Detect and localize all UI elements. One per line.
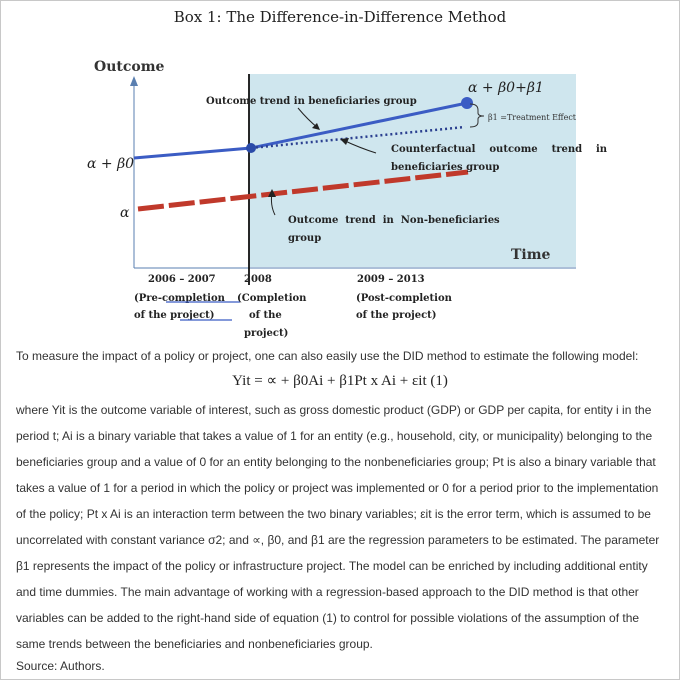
ann-counterfactual-2: beneficiaries group: [391, 162, 500, 173]
ann-counterfactual-1: Counterfactual outcome trend in: [391, 144, 608, 155]
intro-text: To measure the impact of a policy or project, one can also easily use the DID method to estimate the following model:: [16, 349, 639, 363]
period-2-desc-3: project): [244, 328, 289, 339]
treatment-point: [246, 143, 256, 153]
period-1-desc-2: of the project): [134, 310, 215, 321]
box-title: Box 1: The Difference-in-Difference Method: [173, 8, 507, 26]
y-axis-arrow: [130, 76, 138, 86]
explanation-paragraph: where Yit is the outcome variable of interest, such as gross domestic product (GDP) or GDP per capita, for entity i in the period t; Ai is a binary variable that takes a value of 1 for an entity (e.g., household, city, or municipality) belonging to the beneficiaries group and a value of 0 for an entity belonging to the nonbeneficiaries group; Pt is also a binary variable that takes a value of 1 for a period in which the policy or project was implemented or 0 for a period prior to the implementation of the policy; Pt x Ai is an interaction term between the two binary variables; εit is the error term, which is assumed to be uncorrelated with constant variance σ2; and ∝, β0, and β1 are the regression parameters to be estimated. The parameter β1 represents the impact of the policy or infrastructure project. The model can be enriched by including additional entity and time dummies. The main advantage of working with a regression-based approach to the DID method is that other variables can be added to the right-hand side of equation (1) to control for possible violations of the assumption of the same trends between the beneficiaries and nonbeneficiaries group.: [16, 403, 660, 651]
ann-beneficiaries: Outcome trend in beneficiaries group: [206, 96, 417, 107]
period-1-desc-1: (Pre-completion: [134, 293, 225, 304]
y-axis-label: Outcome: [94, 59, 165, 75]
alpha-beta0-label: α + β0: [87, 156, 135, 172]
period-2-desc-2: of the: [249, 310, 282, 321]
x-axis-label: Time: [511, 247, 551, 263]
period-3-desc-1: (Post-completion: [356, 293, 452, 304]
period-2-years: 2008: [244, 274, 272, 285]
ann-nonbeneficiaries-1: Outcome trend in Non-beneficiaries: [288, 215, 500, 226]
alpha-label: α: [120, 205, 130, 221]
period-1-years: 2006 – 2007: [148, 274, 216, 285]
equation: Yit = ∝ + β0Ai + β1Pt x Ai + εit (1): [232, 373, 448, 389]
treatment-effect-label: β1 =Treatment Effect: [488, 113, 577, 122]
alpha-beta0-beta1-label: α + β0+β1: [468, 80, 544, 96]
period-3-years: 2009 – 2013: [357, 274, 425, 285]
treated-pre-line: [134, 148, 251, 158]
source-note: Source: Authors.: [16, 659, 105, 673]
period-3-desc-2: of the project): [356, 310, 437, 321]
ann-nonbeneficiaries-2: group: [288, 233, 322, 244]
end-point: [461, 97, 473, 109]
period-2-desc-1: (Completion: [237, 293, 307, 304]
